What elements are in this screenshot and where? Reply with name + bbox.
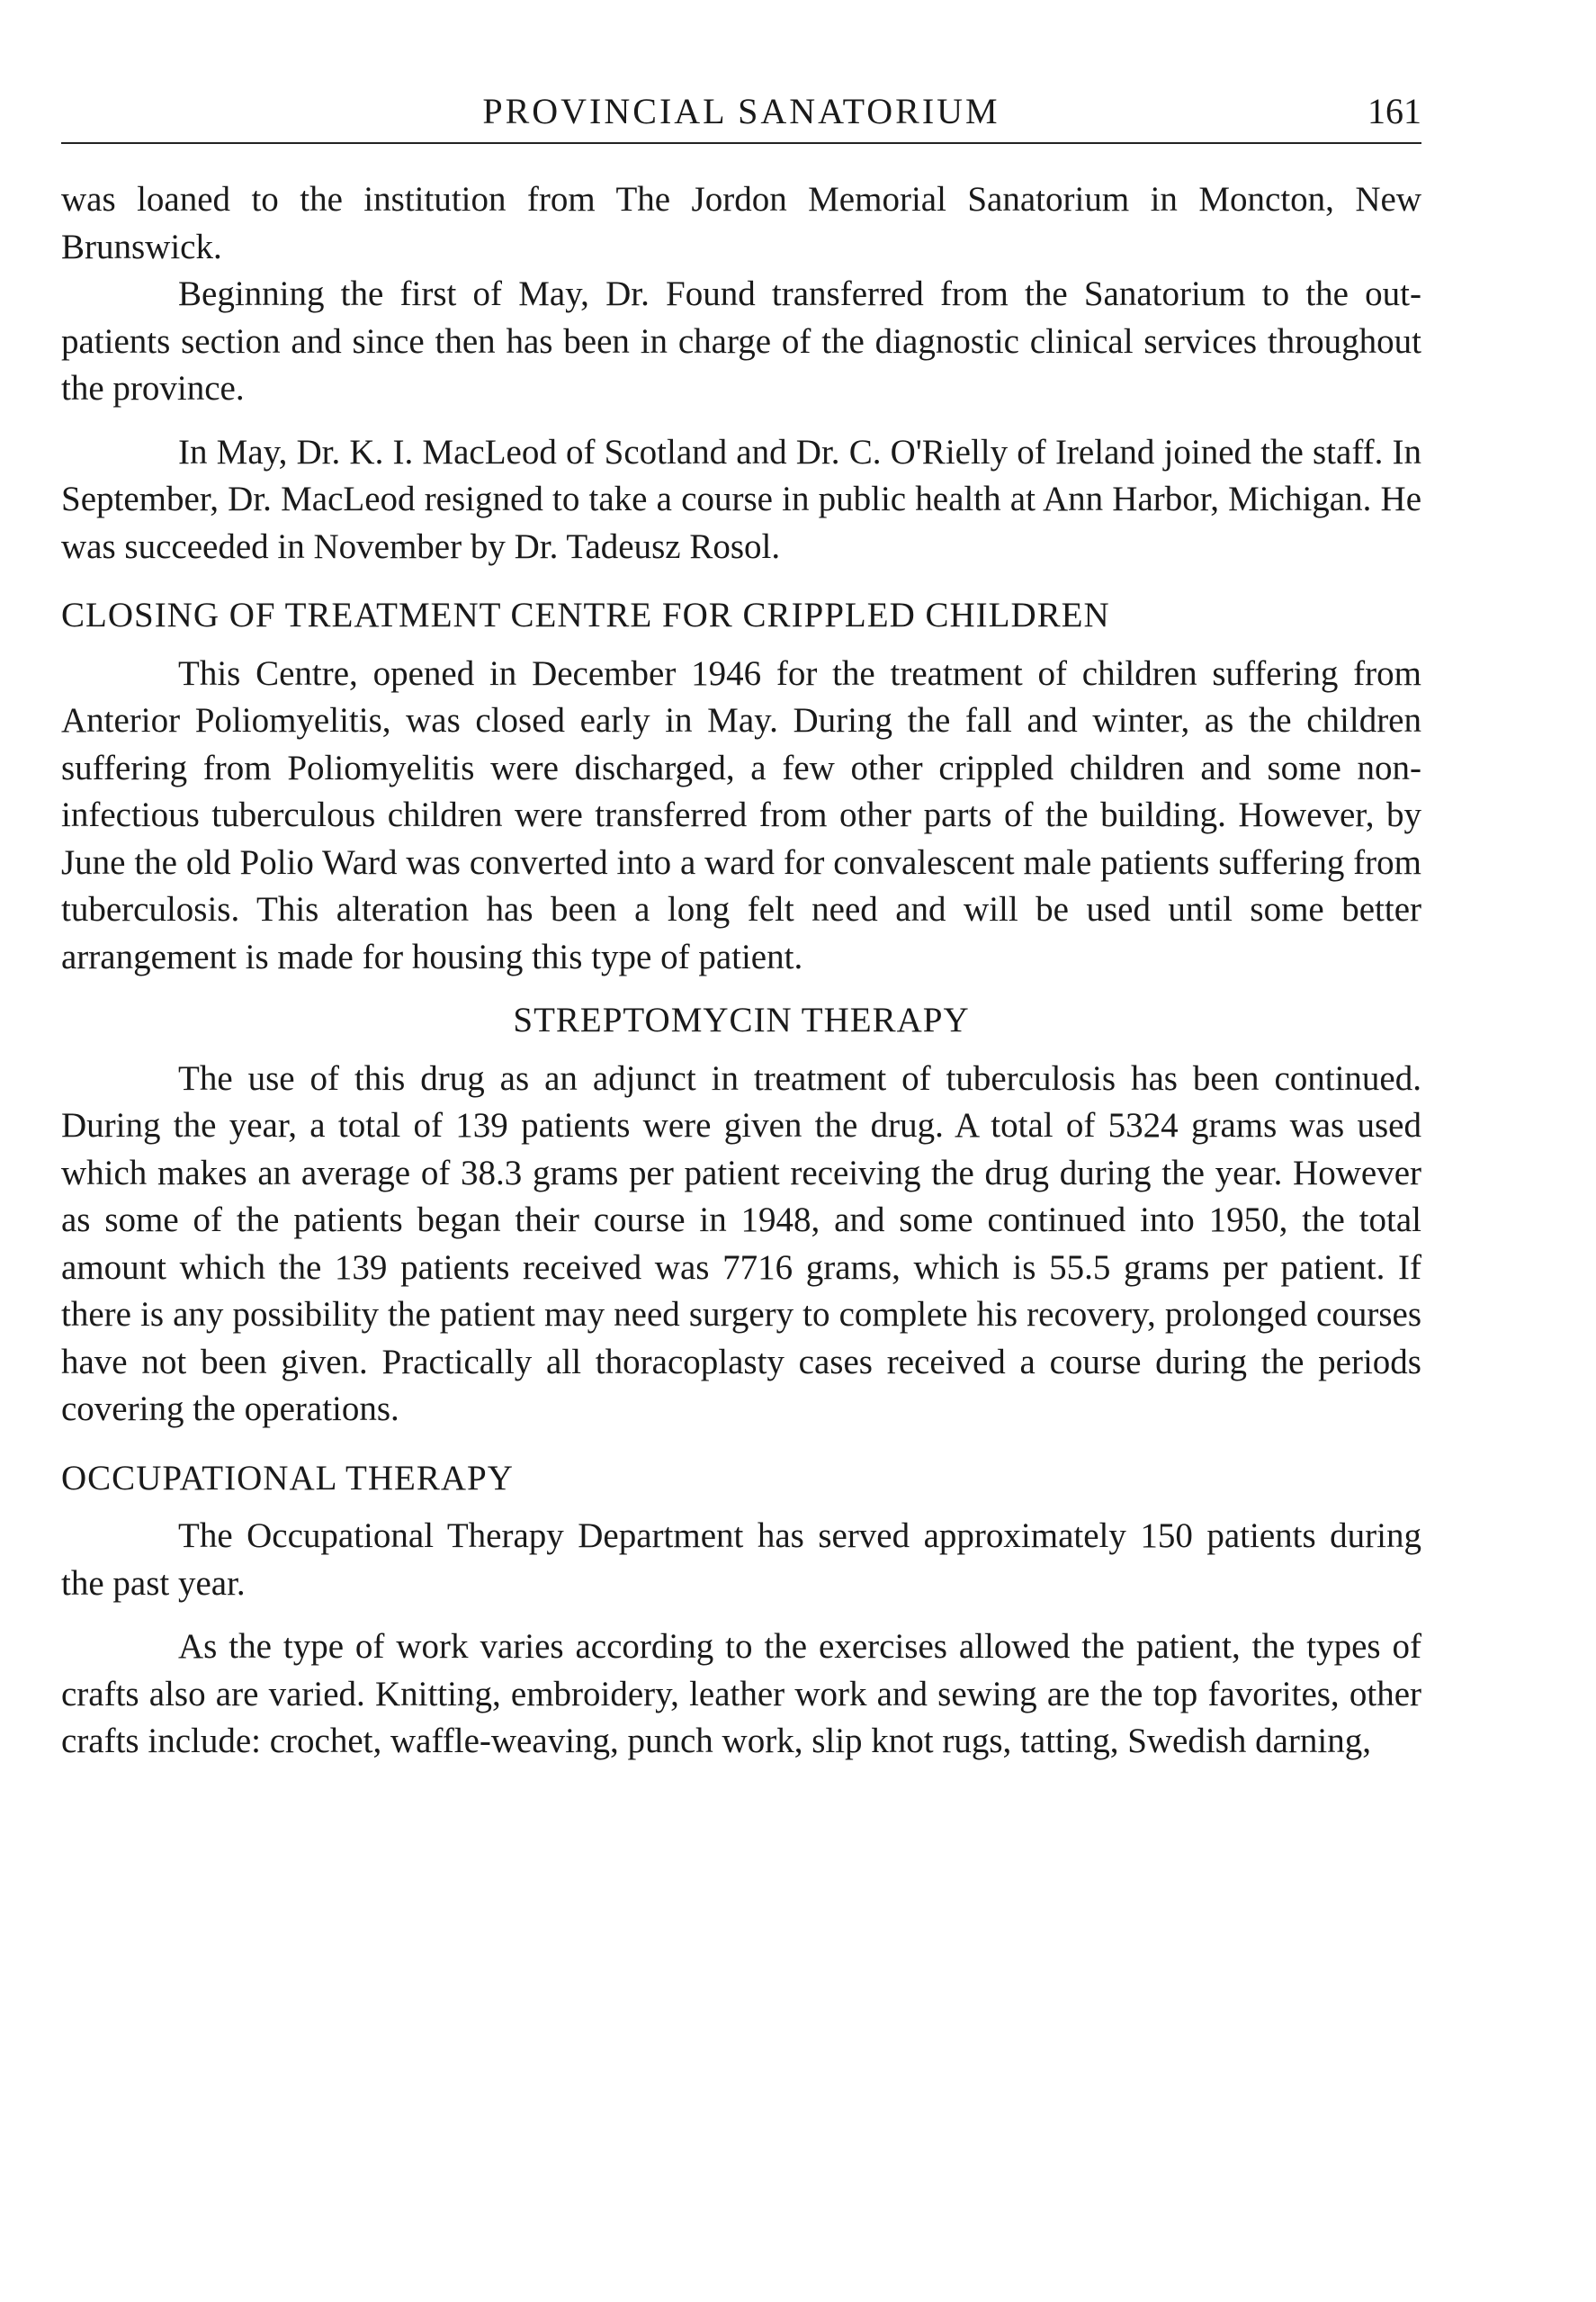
- paragraph-dr-found: Beginning the first of May, Dr. Found transferred from the Sanatorium to the out-patients section and since then has been in charge of the diagnostic clinical services throughout the province.: [61, 274, 1421, 408]
- paragraph-crippled-children: This Centre, opened in December 1946 for the treatment of children suffering from Anterior Poliomyelitis, was closed early in May. During the fall and winter, as the children suffering from Poliomyelitis were discharged, a few other crippled children and some non-infectious tuberculous children were transferred from other parts of the building. However, by June the old Polio Ward was converted into a ward for convalescent male patients suffering from tuberculosis. This alteration has been a long felt need and will be used until some better arrangement is made for housing this type of patient.: [61, 653, 1421, 976]
- section-heading-occupational-therapy: OCCUPATIONAL THERAPY: [61, 1458, 514, 1497]
- body-text: [61, 176, 1421, 1766]
- paragraph-streptomycin: The use of this drug as an adjunct in treatment of tuberculosis has been continued. During the year, a total of 139 patients were given the drug. A total of 5324 grams was used which makes an average of 38.3 grams per patient receiving the drug during the year. However as some of the patients began their course in 1948, and some continued into 1950, the total amount which the 139 patients received was 7716 grams, which is 55.5 grams per patient. If there is any possibility the patient may need surgery to complete his recovery, prolonged courses have not been given. Practically all thoracoplasty cases received a course during the periods covering the operations.: [61, 1058, 1421, 1428]
- section-heading-streptomycin: STREPTOMYCIN THERAPY: [513, 1001, 970, 1039]
- paragraph-occupational-patients: The Occupational Therapy Department has served approximately 150 patients during the past year.: [61, 1516, 1421, 1603]
- page-number: 161: [1367, 91, 1421, 131]
- paragraph-continuation: was loaned to the institution from The Jordon Memorial Sanatorium in Moncton, New Brunswick.: [61, 180, 1421, 266]
- section-heading-crippled-children: CLOSING OF TREATMENT CENTRE FOR CRIPPLED CHILDREN: [61, 596, 1110, 634]
- running-header: [61, 88, 1421, 144]
- paragraph-occupational-crafts: As the type of work varies according to the exercises allowed the patient, the types of crafts also are varied. Knitting, embroidery, leather work and sewing are the top favorites, other crafts include: crochet, waffle-weaving, punch work, slip knot rugs, tatting, Swedish darning,: [61, 1627, 1421, 1760]
- running-title: PROVINCIAL SANATORIUM: [482, 91, 1000, 131]
- paragraph-staff-changes: In May, Dr. K. I. MacLeod of Scotland and Dr. C. O'Rielly of Ireland joined the staff. In September, Dr. MacLeod resigned to take a course in public health at Ann Harbor, Michigan. He was succeeded in November by Dr. Tadeusz Rosol.: [61, 432, 1421, 566]
